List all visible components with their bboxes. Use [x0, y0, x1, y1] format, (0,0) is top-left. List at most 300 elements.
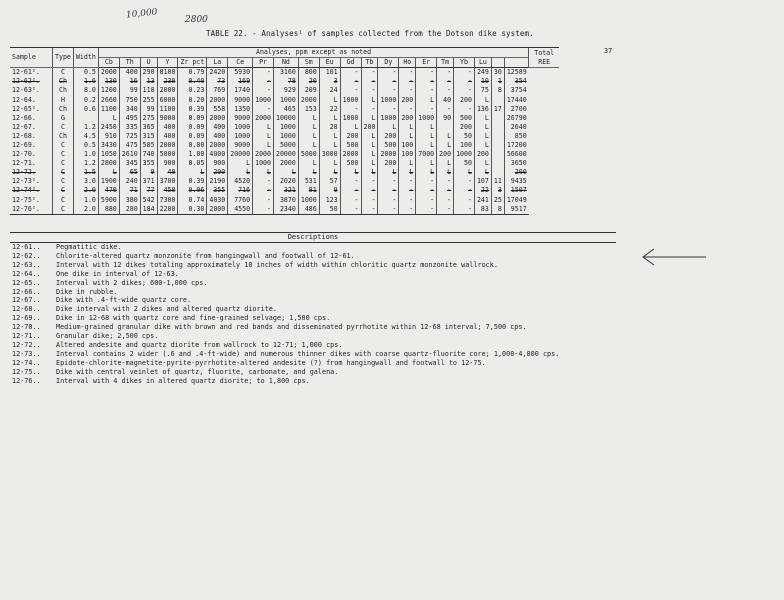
table-cell: 0.06 — [178, 186, 207, 195]
table-cell: - — [437, 77, 454, 86]
table-row — [10, 168, 559, 177]
table-cell: 400 — [207, 123, 228, 132]
table-row — [10, 105, 559, 114]
table-cell: 475 — [119, 141, 140, 150]
col-yb: Yb — [454, 58, 475, 68]
table-cell: 12589 — [504, 68, 528, 78]
table-cell: - — [340, 205, 361, 215]
table-cell: G — [53, 114, 74, 123]
table-cell: L — [273, 168, 298, 177]
table-cell: 12-65². — [12, 104, 40, 113]
table-cell: - — [361, 68, 378, 78]
table-cell: - — [253, 86, 274, 95]
col-total-ree: Total REE — [529, 48, 560, 68]
table-cell: - — [437, 177, 454, 186]
table-cell: 107 — [474, 177, 491, 186]
description-id: 12-69.. — [12, 314, 41, 323]
table-cell: 17200 — [504, 141, 528, 150]
table-cell: 8.0 — [73, 86, 98, 95]
table-cell: 558 — [207, 105, 228, 114]
table-cell: - — [340, 196, 361, 205]
description-item — [12, 279, 559, 288]
handwritten-note-2800: 2800 — [185, 15, 208, 25]
table-cell: 255 — [140, 95, 157, 104]
table-cell: 1000 — [273, 95, 298, 104]
table-cell: 3 — [319, 77, 340, 86]
table-cell: 0.39 — [178, 105, 207, 114]
table-cell: 22 — [474, 186, 491, 195]
table-cell: 400 — [119, 68, 140, 78]
table-cell: 25 — [491, 196, 504, 205]
table-cell: - — [361, 177, 378, 186]
table-cell: 1.0 — [73, 150, 98, 159]
table-cell: 3160 — [273, 68, 298, 78]
table-cell: 2000 — [340, 150, 361, 159]
table-cell: 10 — [474, 77, 491, 86]
table-row — [10, 132, 559, 141]
table-cell: 400 — [207, 132, 228, 141]
table-cell: L — [298, 168, 319, 177]
table-cell: 200 — [378, 159, 399, 168]
table-cell: 1000 — [253, 159, 274, 168]
table-cell: 0.79 — [178, 68, 207, 78]
table-cell: Ch — [53, 77, 74, 86]
table-cell: 24 — [319, 86, 340, 95]
table-cell: L — [178, 168, 207, 177]
table-cell: C — [53, 141, 74, 150]
table-cell: 136 — [474, 105, 491, 114]
table-cell: 200 — [399, 95, 416, 104]
table-cell: 50 — [454, 132, 475, 141]
table-cell: 0.74 — [178, 196, 207, 205]
table-cell: 83 — [474, 205, 491, 215]
table-cell: - — [361, 77, 378, 86]
table-cell: 2000 — [207, 95, 228, 104]
table-cell — [491, 141, 504, 150]
table-cell: 345 — [119, 159, 140, 168]
table-cell: 101 — [319, 68, 340, 78]
description-id: 12-70.. — [12, 323, 41, 332]
col-analyses: Analyses, ppm except as noted — [98, 48, 528, 58]
table-cell: 2190 — [207, 177, 228, 186]
table-cell: 20000 — [273, 150, 298, 159]
table-cell: L — [416, 159, 437, 168]
table-cell: L — [253, 123, 274, 132]
table-cell: 2.0 — [73, 186, 98, 195]
table-cell: C — [53, 123, 74, 132]
table-cell: Ch — [53, 105, 74, 114]
description-text: Interval with 4 dikes in altered quartz diorite; to 1,800 cps. — [56, 376, 310, 385]
description-text: One dike in interval of 12-63. — [56, 269, 179, 278]
table-cell: 716 — [228, 186, 253, 195]
description-item — [12, 243, 559, 252]
table-cell: 4000 — [207, 150, 228, 159]
table-cell: C — [53, 186, 74, 195]
table-cell: 5000 — [273, 141, 298, 150]
table-cell — [491, 114, 504, 123]
table-cell: 7760 — [228, 196, 253, 205]
table-cell: 200 — [454, 95, 475, 104]
description-id: 12-71.. — [12, 332, 41, 341]
table-cell: C — [53, 205, 74, 215]
table-cell: L — [340, 168, 361, 177]
table-cell: 50 — [454, 159, 475, 168]
table-cell: 290 — [140, 68, 157, 78]
table-cell: 11 — [491, 177, 504, 186]
table-cell: - — [378, 105, 399, 114]
table-cell: - — [340, 186, 361, 195]
description-id: 12-67.. — [12, 296, 41, 305]
table-cell: - — [399, 105, 416, 114]
table-row — [10, 205, 559, 215]
table-cell: - — [340, 105, 361, 114]
table-cell: 1000 — [378, 95, 399, 104]
table-cell: - — [361, 86, 378, 95]
handwritten-arrow-icon — [640, 246, 708, 268]
table-row — [10, 123, 559, 132]
table-cell: 1000 — [378, 114, 399, 123]
table-row — [10, 114, 559, 123]
description-text: Interval with 2 dikes; 600-1,000 cps. — [56, 278, 208, 287]
table-cell: L — [319, 114, 340, 123]
table-cell: 371 — [140, 177, 157, 186]
table-row — [10, 150, 559, 159]
table-cell: 4030 — [207, 196, 228, 205]
table-cell: - — [253, 196, 274, 205]
col-er: Er — [416, 58, 437, 68]
table-cell: 7300 — [157, 196, 178, 205]
table-cell: 200 — [361, 123, 378, 132]
table-cell: 2000 — [253, 114, 274, 123]
table-cell: 1000 — [340, 114, 361, 123]
table-cell: 3650 — [504, 159, 528, 168]
table-cell: - — [416, 105, 437, 114]
col-sample: Sample — [10, 48, 53, 68]
table-cell: 200 — [340, 132, 361, 141]
table-cell — [491, 95, 504, 104]
table-cell: - — [399, 77, 416, 86]
table-cell: - — [416, 196, 437, 205]
table-cell: 12-64. — [12, 95, 36, 104]
col-zr: Zr pct — [178, 58, 207, 68]
table-cell: 1.6 — [73, 77, 98, 86]
table-cell: L — [416, 132, 437, 141]
description-item — [12, 341, 559, 350]
table-cell: 3754 — [504, 86, 528, 95]
description-id: 12-65.. — [12, 278, 41, 287]
table-cell: L — [399, 132, 416, 141]
col-pr: Pr — [253, 58, 274, 68]
table-cell: 355 — [207, 186, 228, 195]
table-cell: 2020 — [273, 177, 298, 186]
table-cell: 450 — [157, 186, 178, 195]
table-cell: 12-74². — [12, 186, 40, 195]
table-cell: - — [454, 196, 475, 205]
table-cell: 3.0 — [73, 177, 98, 186]
table-cell: 0.20 — [178, 95, 207, 104]
table-cell: 0.80 — [178, 141, 207, 150]
table-cell: 9000 — [228, 141, 253, 150]
table-cell: L — [474, 132, 491, 141]
table-cell: 2700 — [504, 105, 528, 114]
table-cell — [491, 159, 504, 168]
table-row — [10, 95, 559, 104]
table-cell: - — [253, 77, 274, 86]
table-cell: - — [378, 77, 399, 86]
table-title: TABLE 22. - Analyses¹ of samples collected from the Dotson dike system. — [206, 29, 534, 38]
table-cell: C — [53, 168, 74, 177]
table-cell: 2640 — [504, 123, 528, 132]
table-cell: 20 — [298, 77, 319, 86]
table-cell: - — [454, 105, 475, 114]
table-cell: 495 — [119, 114, 140, 123]
table-cell: 500 — [340, 141, 361, 150]
table-cell: L — [361, 141, 378, 150]
table-cell: 0.40 — [178, 77, 207, 86]
table-row — [10, 186, 559, 195]
description-item — [12, 261, 559, 270]
table-cell: 100 — [454, 141, 475, 150]
table-cell: 725 — [119, 132, 140, 141]
description-id: 12-62.. — [12, 251, 41, 260]
table-cell: L — [361, 150, 378, 159]
table-cell: 2000 — [207, 141, 228, 150]
table-cell: L — [378, 123, 399, 132]
description-id: 12-76.. — [12, 376, 41, 385]
description-text: Interval with 12 dikes totaling approximately 10 inches of width within chloritic quartz monzonite wallrock. — [56, 260, 498, 269]
table-cell: L — [399, 159, 416, 168]
table-cell: 400 — [157, 123, 178, 132]
table-cell: 0.09 — [178, 132, 207, 141]
table-cell: 1000 — [454, 150, 475, 159]
table-row — [10, 159, 559, 168]
table-cell: 230 — [157, 77, 178, 86]
table-row — [10, 86, 559, 95]
table-cell: - — [378, 68, 399, 78]
table-cell: - — [416, 86, 437, 95]
description-item — [12, 323, 559, 332]
table-cell: 2660 — [98, 95, 119, 104]
table-cell: - — [378, 186, 399, 195]
table-cell: 2000 — [378, 150, 399, 159]
table-cell: 531 — [298, 177, 319, 186]
table-cell: 2000 — [157, 141, 178, 150]
table-cell: 9000 — [228, 95, 253, 104]
table-cell: 0.09 — [178, 114, 207, 123]
table-cell: 1050 — [98, 150, 119, 159]
descriptions-list — [12, 243, 559, 386]
table-cell: 769 — [207, 86, 228, 95]
table-cell: 200 — [378, 132, 399, 141]
description-id: 12-68.. — [12, 305, 41, 314]
table-cell: 6000 — [157, 95, 178, 104]
table-cell: 22 — [319, 105, 340, 114]
table-cell — [491, 132, 504, 141]
table-cell: - — [399, 205, 416, 215]
table-cell: 3870 — [273, 196, 298, 205]
table-cell: 929 — [273, 86, 298, 95]
table-cell: 315 — [140, 132, 157, 141]
table-cell: 585 — [140, 141, 157, 150]
table-cell: 365 — [140, 123, 157, 132]
table-cell: 0.39 — [178, 177, 207, 186]
table-cell: L — [361, 132, 378, 141]
table-cell: L — [399, 168, 416, 177]
table-cell: Ch — [53, 86, 74, 95]
table-cell: 56600 — [504, 150, 528, 159]
table-cell: 1100 — [98, 105, 119, 114]
table-cell: L — [437, 132, 454, 141]
table-cell: 8 — [491, 86, 504, 95]
table-cell: 1100 — [157, 105, 178, 114]
description-item — [12, 252, 559, 261]
table-cell: 321 — [273, 186, 298, 195]
description-text: Dike with .4-ft-wide quartz core. — [56, 296, 192, 305]
table-cell: 9 — [319, 186, 340, 195]
table-cell — [491, 168, 504, 177]
table-cell: 200 — [504, 168, 528, 177]
table-cell: 900 — [207, 159, 228, 168]
table-cell: 12-68. — [12, 131, 36, 140]
table-cell: L — [416, 168, 437, 177]
col-ho: Ho — [399, 58, 416, 68]
table-cell: 241 — [474, 196, 491, 205]
table-cell: - — [399, 68, 416, 78]
col-nd: Nd — [273, 58, 298, 68]
col-tb: Tb — [361, 58, 378, 68]
table-cell: 20000 — [228, 150, 253, 159]
table-cell: L — [437, 168, 454, 177]
table-cell: 750 — [119, 95, 140, 104]
table-cell: 2340 — [273, 205, 298, 215]
handwritten-note-10000: 10,000 — [125, 7, 158, 21]
page-number: 37 — [604, 47, 613, 55]
description-id: 12-66.. — [12, 287, 41, 296]
table-cell: L — [454, 168, 475, 177]
description-id: 12-64.. — [12, 269, 41, 278]
table-cell: L — [98, 114, 119, 123]
table-cell: - — [416, 177, 437, 186]
description-item — [12, 368, 559, 377]
col-tm: Tm — [437, 58, 454, 68]
table-cell: 12-66. — [12, 113, 36, 122]
table-cell: 9517 — [504, 205, 528, 215]
table-cell: 50 — [319, 205, 340, 215]
table-cell: L — [361, 95, 378, 104]
description-item — [12, 377, 559, 386]
table-cell: 5000 — [298, 150, 319, 159]
analyses-table — [10, 47, 559, 215]
table-cell: 1.00 — [178, 150, 207, 159]
table-cell: 209 — [298, 86, 319, 95]
table-cell: L — [437, 141, 454, 150]
table-cell: - — [454, 68, 475, 78]
table-cell: - — [378, 196, 399, 205]
table-cell: 850 — [504, 132, 528, 141]
table-cell: 2450 — [98, 123, 119, 132]
table-cell: 12-62². — [12, 77, 40, 86]
table-cell: C — [53, 177, 74, 186]
table-cell: C — [53, 159, 74, 168]
table-cell: - — [399, 177, 416, 186]
table-cell: - — [253, 177, 274, 186]
table-cell: L — [98, 168, 119, 177]
table-cell: L — [319, 95, 340, 104]
table-cell: L — [474, 95, 491, 104]
table-cell: 16 — [119, 77, 140, 86]
table-cell: - — [437, 205, 454, 215]
table-cell: 12-67. — [12, 122, 36, 131]
table-cell: 1000 — [416, 114, 437, 123]
description-id: 12-63.. — [12, 260, 41, 269]
table-cell: 12-61². — [12, 68, 40, 77]
table-cell: L — [253, 132, 274, 141]
table-cell: 1000 — [273, 123, 298, 132]
table-cell: 1 — [491, 77, 504, 86]
table-body — [10, 68, 559, 215]
table-cell: - — [253, 205, 274, 215]
table-cell: - — [454, 86, 475, 95]
table-cell: L — [228, 168, 253, 177]
table-cell: 40 — [437, 95, 454, 104]
description-text: Chlorite-altered quartz monzonite from hangingwall and footwall of 12-61. — [56, 251, 355, 260]
table-cell: - — [437, 105, 454, 114]
table-cell: L — [298, 132, 319, 141]
col-la: La — [207, 58, 228, 68]
description-text: Altered andesite and quartz diorite from wallrock to 12-71; 1,000 cps. — [56, 340, 343, 349]
table-cell: 99 — [119, 86, 140, 95]
table-cell: - — [361, 196, 378, 205]
table-cell: 2610 — [119, 150, 140, 159]
table-cell: L — [416, 123, 437, 132]
table-cell: L — [399, 123, 416, 132]
table-cell: L — [361, 114, 378, 123]
table-cell: - — [416, 68, 437, 78]
table-cell: L — [298, 123, 319, 132]
table-cell: 0.09 — [178, 123, 207, 132]
col-y: Y — [157, 58, 178, 68]
table-cell: 354 — [504, 77, 528, 86]
table-cell: 2000 — [273, 159, 298, 168]
description-text: Medium-grained granular dike with brown and red bands and disseminated pyrrhotite within 12-68 interval; 7,500 cps. — [56, 323, 527, 332]
table-cell: L — [319, 132, 340, 141]
description-text: Epidote-chlorite-magnetite-pyrite-pyrrhotite-altered andesite (?) from hangingwall and footwall to 12-75. — [56, 358, 486, 367]
table-cell: 100 — [399, 150, 416, 159]
table-cell: L — [474, 123, 491, 132]
description-id: 12-73.. — [12, 349, 41, 358]
table-cell: 5000 — [157, 150, 178, 159]
description-item — [12, 314, 559, 323]
table-cell: 2420 — [207, 68, 228, 78]
table-cell: - — [340, 86, 361, 95]
table-cell: 200 — [437, 150, 454, 159]
table-cell: - — [454, 205, 475, 215]
table-cell: 130 — [98, 77, 119, 86]
table-cell: 17 — [491, 105, 504, 114]
table-cell: 78 — [273, 77, 298, 86]
table-row — [10, 77, 559, 86]
table-cell: 0.23 — [178, 86, 207, 95]
table-cell: 5930 — [228, 68, 253, 78]
table-cell: L — [253, 168, 274, 177]
description-text: Dike with central veinlet of quartz, fluorite, carbonate, and galena. — [56, 367, 339, 376]
table-cell: 12-71. — [12, 159, 36, 168]
table-cell: 9000 — [157, 114, 178, 123]
table-cell: 8100 — [157, 68, 178, 78]
col-th: Th — [119, 58, 140, 68]
table-cell: 2000 — [207, 205, 228, 215]
table-row — [10, 68, 559, 78]
